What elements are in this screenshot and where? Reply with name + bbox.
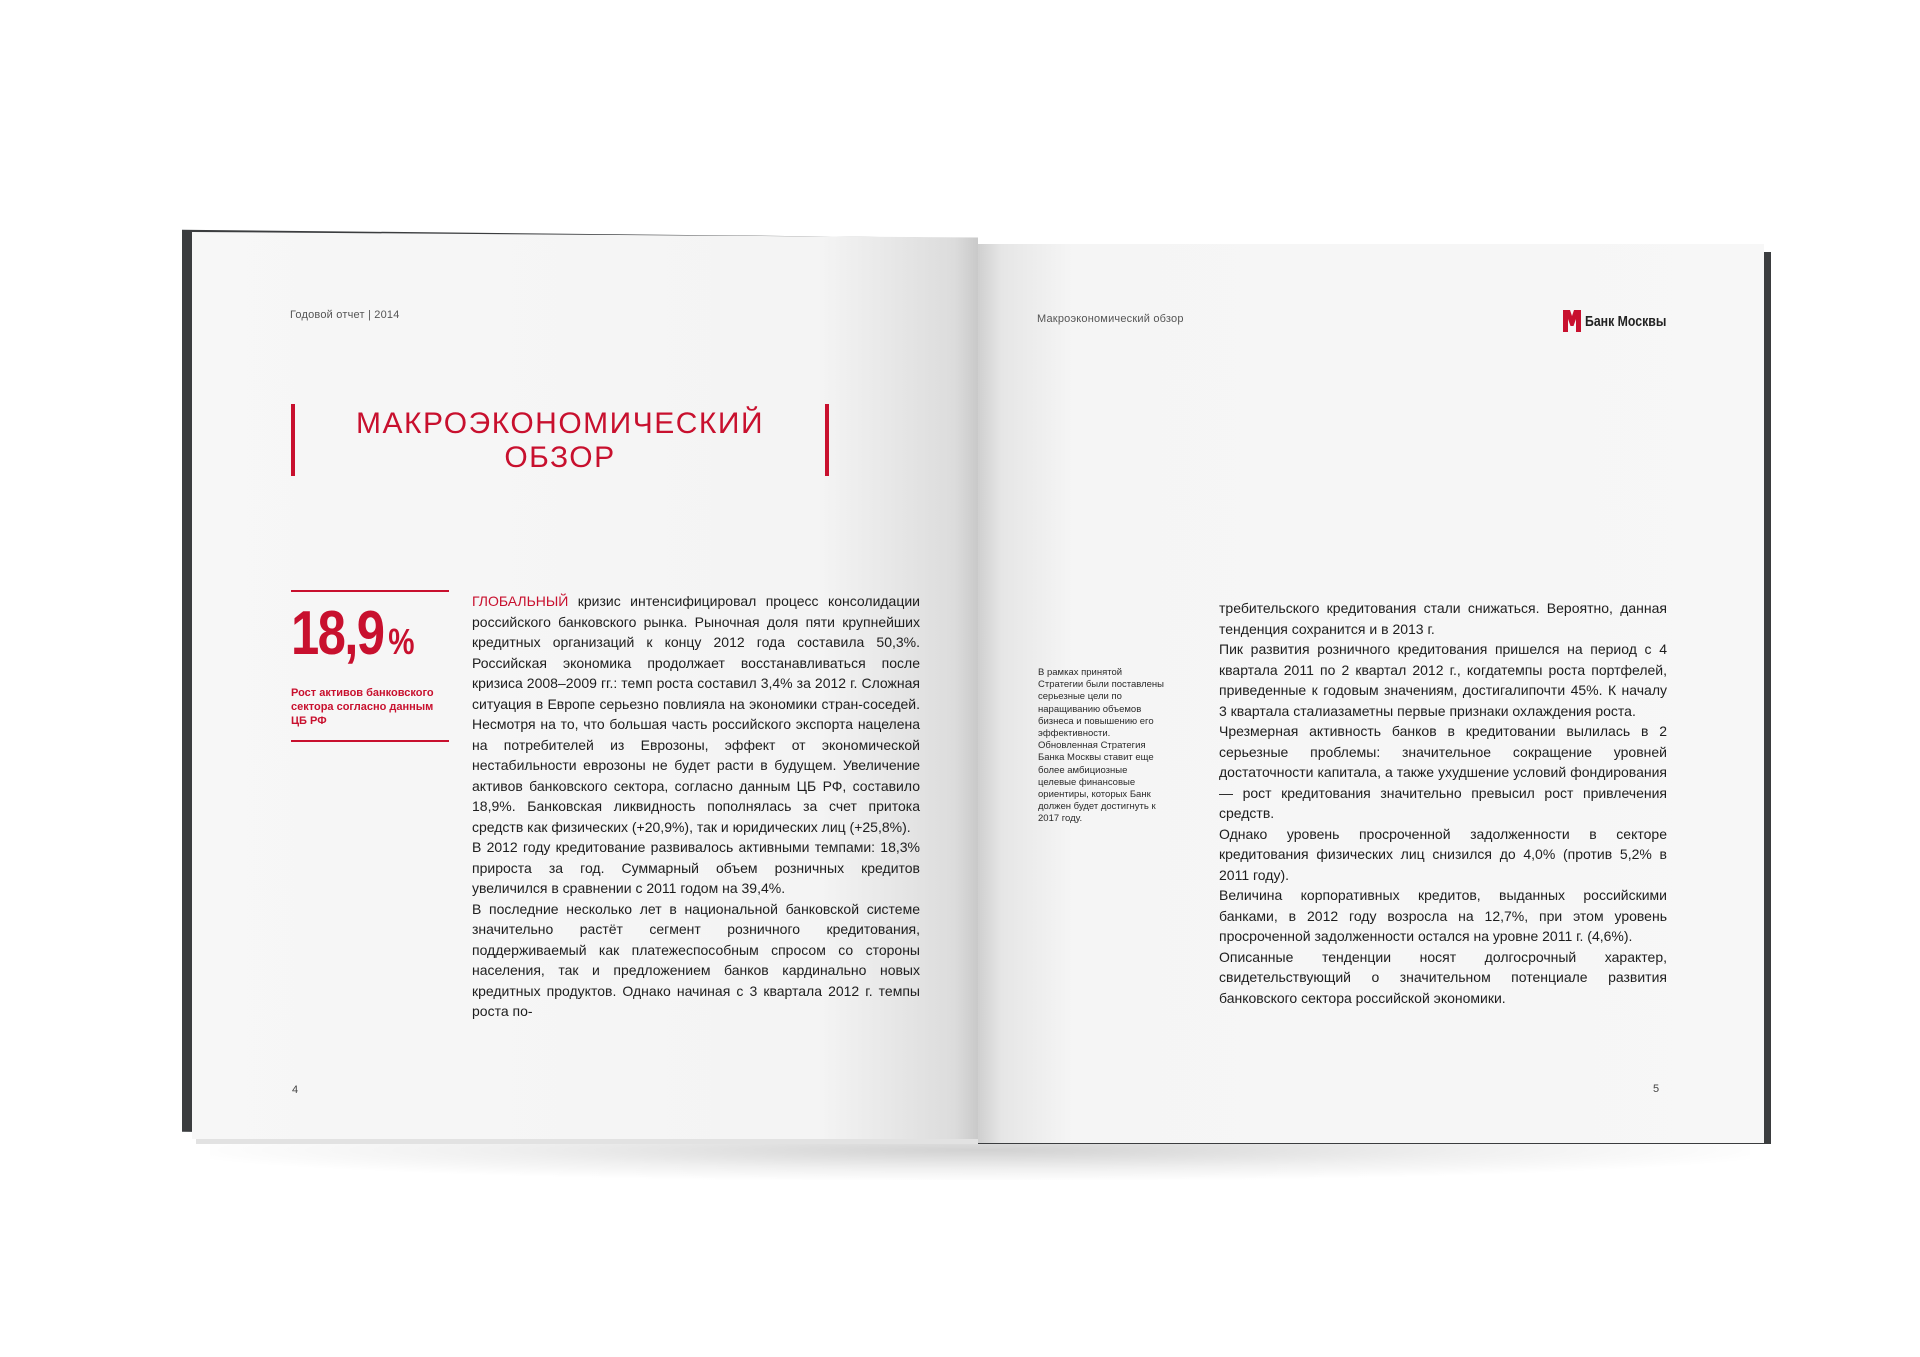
page-number-left: 4 (292, 1084, 299, 1096)
page-title-line-2: ОБЗОР (504, 441, 616, 474)
left-body-text (472, 591, 920, 1022)
page-title-line-1: МАКРОЭКОНОМИЧЕСКИЙ (355, 407, 765, 440)
page-title (295, 407, 825, 475)
right-paragraph-2: Пик развития розничного кредитования пришелся на период с 4 квартала 2011 по 2 квартал 2012 г., когдатемпы роста портфелей, приведенные к годовым значениям, достигалипочти 45%. К началу 3 квартала сталиазаметны первые признаки охлаждения роста. (1219, 641, 1667, 719)
right-paragraph-6: Описанные тенденции носят долгосрочный характер, свидетельствующий о значительном потенциале развития банковского сектора российской экономики. (1219, 948, 1667, 1006)
left-paragraph-3: В последние несколько лет в национальной банковской системе значительно растёт сегмент розничного кредитования, поддерживаемый как платежеспособным спросом со стороны населения, так и предложением банков кардинально новых кредитных продуктов. Однако начиная с 3 квартала 2012 г. темпы роста по- (472, 900, 920, 1019)
bank-logo-icon (1563, 310, 1581, 332)
left-paragraph-1-text: кризис интенсифицировал процесс консолидации российского банковского рынка. Рыночная доля пяти крупнейших кредитных организаций к концу 2012 года составила 50,3%. Российская экономика продолжает восстанавливаться после кризиса 2008–2009 гг.: темп роста составил 3,4% за 2012 г. Сложная ситуация в Европе серьезно повлияла на экономики стран-соседей. Несмотря на то, что большая часть российского экспорта нацелена на потребителей из Еврозоны, эффект от экономической нестабильности еврозоны не будет расти в будущем. Увеличение активов банковского сектора, согласно данным ЦБ РФ, составило 18,9%. Банковская ликвидность пополнялась за счет притока средств как физических (+20,9%), так и юридических лиц (+25,8%). (472, 593, 920, 835)
stat-number: 18,9 (291, 599, 384, 668)
right-paragraph-3: Чрезмерная активность банков в кредитовании вылилась в 2 серьезные проблемы: значительное сокращение уровней достаточности капитала, а также ухудшение условий фондирования — рост кредитования значительно превысил рост привлечения средств. (1219, 723, 1667, 821)
left-paragraph-1 (472, 591, 920, 837)
right-running-head: Макроэкономический обзор (1037, 313, 1184, 325)
stat-caption: Рост активов банковского сектора согласно данным ЦБ РФ (291, 687, 434, 727)
stat-rule-bottom (291, 740, 449, 742)
right-paragraph-5: Величина корпоративных кредитов, выданных российскими банками, в 2012 году возросла на 12,7%, при этом уровень просроченной задолженности остался на уровне 2011 г. (4,6%). (1219, 887, 1667, 944)
stat-rule-top (291, 590, 449, 592)
brand-name: Банк Москвы (1585, 312, 1667, 330)
stat-value (291, 599, 421, 674)
right-body-text (1219, 598, 1667, 1008)
right-paragraph-4: Однако уровень просроченной задолженности в секторе кредитования физических лиц снизился до 4,0% (против 5,2% в 2011 году). (1219, 825, 1667, 883)
sidebar-note: В рамках принятой Стратегии были поставлены серьезные цели по наращиванию объемов бизнеса и повышению его эффективности. Обновленная Стратегия Банка Москвы ставит еще более амбициозные целевые финансовые ориентиры, которых Банк должен будет достигнуть к 2017 году. (1038, 667, 1165, 825)
stat-unit: % (388, 621, 415, 662)
left-paragraph-2: В 2012 году кредитование развивалось активными темпами: 18,3% прироста за год. Суммарный объем розничных кредитов увеличился в сравнении с 2011 годом на 39,4%. (472, 839, 920, 896)
right-paragraph-1: требительского кредитования стали снижаться. Вероятно, данная тенденция сохранится и в 2013 г. (1219, 600, 1667, 637)
left-running-head: Годовой отчет | 2014 (290, 309, 400, 321)
section-title (291, 404, 829, 476)
page-number-right: 5 (1653, 1083, 1660, 1095)
title-bar-right (825, 404, 829, 476)
lead-word: ГЛОБАЛЬНЫЙ (472, 593, 569, 609)
brand-logo (1563, 309, 1684, 333)
key-stat (291, 590, 449, 742)
